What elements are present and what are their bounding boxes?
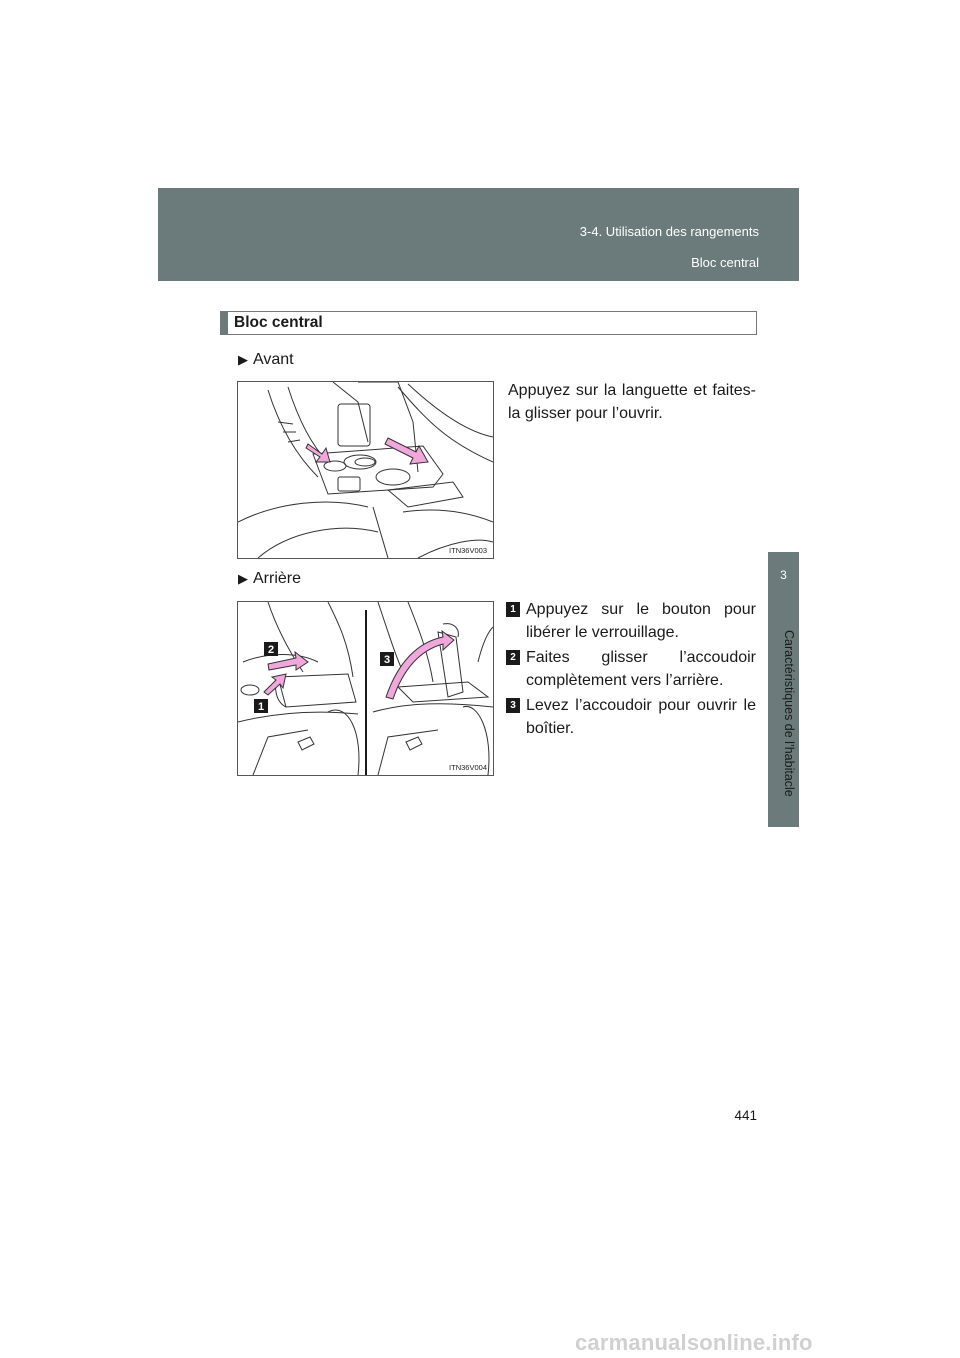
header-subsection-title: Bloc central (691, 255, 759, 270)
figure-label: 1 (257, 701, 265, 713)
triangle-bullet-icon: ▶ (238, 352, 248, 367)
console-drawing-icon (238, 382, 493, 558)
rear-heading (238, 570, 301, 588)
step-text: Appuyez sur le bouton pour libérer le verrouillage. (526, 601, 756, 641)
rear-console-illustration (237, 601, 494, 776)
step-number-badge: 1 (506, 602, 520, 617)
page-number: 441 (734, 1108, 757, 1123)
step-text: Faites glisser l’accoudoir complètement vers l’arrière. (526, 649, 756, 689)
section-title-bar (221, 312, 228, 334)
step-text: Levez l’accoudoir pour ouvrir le boîtier. (526, 697, 756, 737)
step-item (510, 646, 756, 692)
header-band (158, 188, 799, 281)
watermark: carmanualsonline.info (575, 1330, 813, 1355)
chapter-number: 3 (780, 568, 787, 582)
step-item (510, 694, 756, 740)
front-console-illustration (237, 381, 494, 559)
step-number-badge: 3 (506, 698, 520, 713)
front-heading (238, 351, 294, 369)
front-heading-label: Avant (253, 351, 294, 368)
armrest-drawing-icon (238, 602, 493, 775)
section-title: Bloc central (234, 314, 323, 331)
front-instruction: Appuyez sur la languette et faites-la glisser pour l’ouvrir. (508, 382, 756, 422)
header-section-title: 3-4. Utilisation des rangements (579, 224, 759, 239)
figure-label: 3 (383, 654, 391, 666)
triangle-bullet-icon: ▶ (238, 571, 248, 586)
section-title-box (220, 311, 757, 335)
front-figure-code: ITN36V003 (449, 546, 487, 555)
rear-heading-label: Arrière (253, 570, 302, 587)
rear-figure-code: ITN36V004 (449, 763, 487, 772)
chapter-title: Caractéristiques de l’habitacle (782, 630, 796, 797)
figure-label: 2 (267, 644, 275, 656)
step-number-badge: 2 (506, 650, 520, 665)
step-item (510, 598, 756, 644)
